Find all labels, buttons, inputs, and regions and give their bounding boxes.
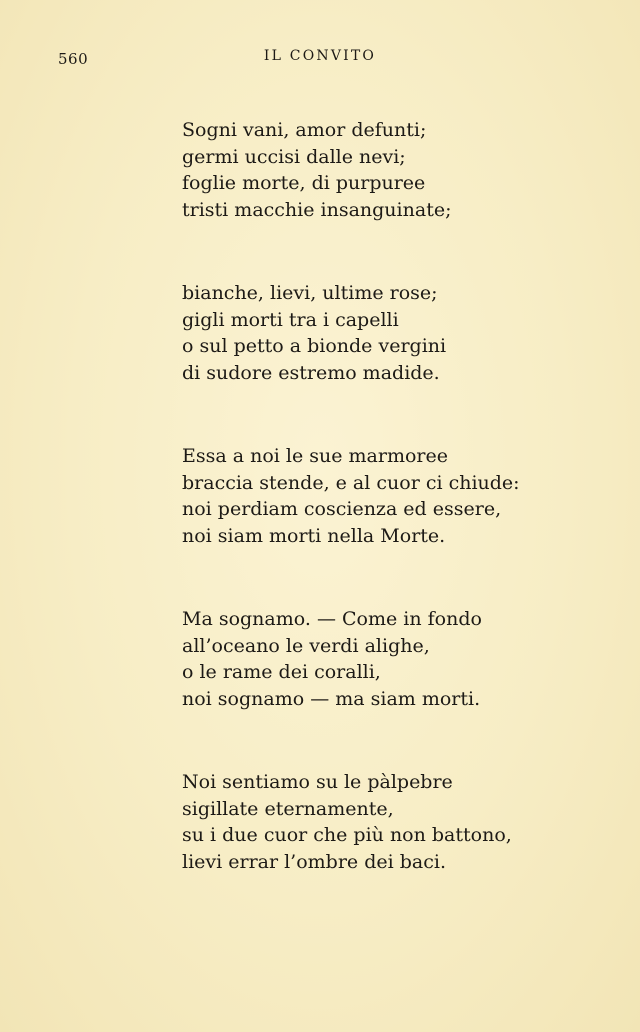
- poem-line: lievi errar l’ombre dei baci.: [182, 850, 446, 873]
- poem-line: noi perdiam coscienza ed essere,: [182, 498, 502, 520]
- poem-line: su i due cuor che più non battono,: [182, 824, 512, 846]
- stanza: [182, 280, 512, 386]
- poem-line: Sogni vani, amor defunti;: [182, 119, 427, 141]
- poem-line: o le rame dei coralli,: [182, 661, 381, 683]
- stanza: [182, 769, 512, 875]
- stanza: [182, 117, 512, 223]
- poem-line: Essa a noi le sue marmoree: [182, 445, 448, 467]
- poem-line: noi siam morti nella Morte.: [182, 524, 446, 547]
- poem: [182, 117, 520, 875]
- poem-line: sigillate eternamente,: [182, 797, 394, 820]
- poem-line: foglie morte, di purpuree: [182, 172, 426, 194]
- poem-line: braccia stende, e al cuor ci chiude:: [182, 471, 520, 494]
- stanza: [182, 443, 520, 549]
- poem-line: di sudore estremo madide.: [182, 361, 440, 384]
- page-number: 560: [58, 50, 89, 68]
- poem-line: Ma sognamo. — Come in fondo: [182, 608, 482, 630]
- poem-line: germi uccisi dalle nevi;: [182, 145, 406, 168]
- poem-line: bianche, lievi, ultime rose;: [182, 282, 438, 304]
- poem-line: all’oceano le verdi alighe,: [182, 634, 430, 657]
- poem-line: gigli morti tra i capelli: [182, 308, 399, 331]
- stanza: [182, 606, 512, 712]
- poem-line: tristi macchie insanguinate;: [182, 198, 452, 221]
- poem-line: noi sognamo — ma siam morti.: [182, 687, 481, 710]
- running-title: IL CONVITO: [263, 48, 377, 64]
- poem-line: Noi sentiamo su le pàlpebre: [182, 771, 453, 793]
- poem-line: o sul petto a bionde vergini: [182, 335, 447, 357]
